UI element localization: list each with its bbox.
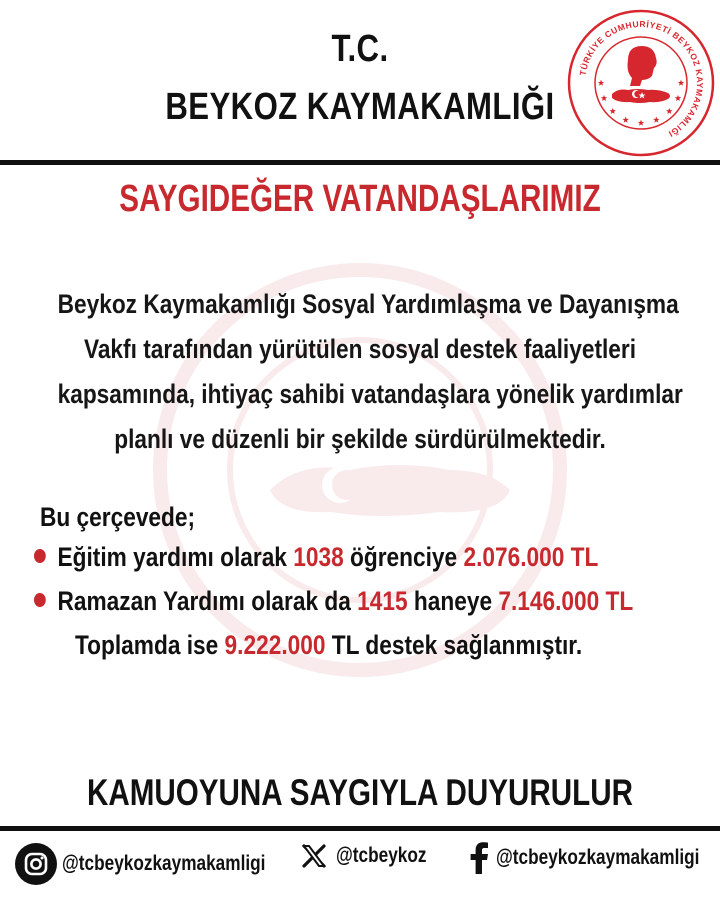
seal-star	[598, 80, 604, 86]
list-intro-text: Bu çerçevede;	[40, 502, 196, 532]
seal-star	[666, 108, 672, 114]
header-divider	[0, 160, 720, 165]
paragraph-line: Beykoz Kaymakamlığı Sosyal Yardımlaşma ve Dayanışma	[57, 289, 679, 319]
item-count: 1415	[357, 586, 408, 616]
item-text: haneye	[407, 586, 499, 616]
total-amount: 9.222.000	[224, 630, 326, 660]
item-amount: 7.146.000 TL	[498, 586, 634, 616]
seal-star	[638, 120, 644, 126]
paragraph-line: planlı ve düzenli bir şekilde sürdürülmektedir.	[114, 424, 606, 454]
seal-star	[601, 95, 607, 101]
facebook-handle: @tcbeykozkaymakamligi	[496, 846, 700, 869]
bullet-dot	[34, 549, 46, 563]
instagram-handle: @tcbeykozkaymakamligi	[62, 852, 266, 875]
closing-statement: KAMUOYUNA SAYGIYLA DUYURULUR	[87, 772, 633, 813]
social-x[interactable]	[300, 842, 446, 870]
paragraph-line: kapsamında, ihtiyaç sahibi vatandaşlara yönelik yardımlar	[57, 379, 683, 409]
list-total	[75, 630, 582, 661]
header-title-kaymakamlik: BEYKOZ KAYMAKAMLIĞI	[165, 86, 555, 128]
footer-divider	[0, 826, 720, 831]
list-item	[34, 542, 598, 573]
list-item	[34, 586, 633, 617]
item-text: öğrenciye	[343, 542, 464, 572]
total-text: Toplamda ise	[75, 630, 225, 660]
seal-emblem	[566, 8, 716, 158]
x-icon	[300, 842, 328, 870]
instagram-icon	[14, 842, 58, 886]
seal-star	[678, 80, 684, 86]
bullet-dot	[34, 593, 46, 607]
item-amount: 2.076.000 TL	[463, 542, 599, 572]
social-instagram[interactable]	[14, 842, 310, 886]
item-text: Eğitim yardımı olarak	[57, 542, 294, 572]
seal-text: TÜRKİYE CUMHURİYETİ BEYKOZ KAYMAKAMLIĞI	[577, 18, 706, 140]
seal-star	[675, 95, 681, 101]
header-title-tc: T.C.	[331, 28, 389, 70]
seal-star	[609, 108, 615, 114]
x-handle: @tcbeykoz	[336, 844, 427, 867]
paragraph-line: Vakfı tarafından yürütülen sosyal destek faaliyetleri	[83, 334, 637, 364]
subtitle-heading: SAYGIDEĞER VATANDAŞLARIMIZ	[119, 178, 601, 220]
item-count: 1038	[293, 542, 344, 572]
total-text: TL destek sağlanmıştır.	[325, 630, 583, 660]
watermark-emblem	[150, 190, 570, 750]
list-intro	[40, 502, 195, 533]
seal-star	[622, 117, 628, 123]
social-facebook[interactable]	[468, 842, 720, 874]
facebook-icon	[468, 842, 490, 874]
seal-star	[653, 117, 659, 123]
announcement-paragraph	[0, 282, 720, 462]
item-text: Ramazan Yardımı olarak da	[57, 586, 358, 616]
social-footer	[0, 834, 720, 884]
